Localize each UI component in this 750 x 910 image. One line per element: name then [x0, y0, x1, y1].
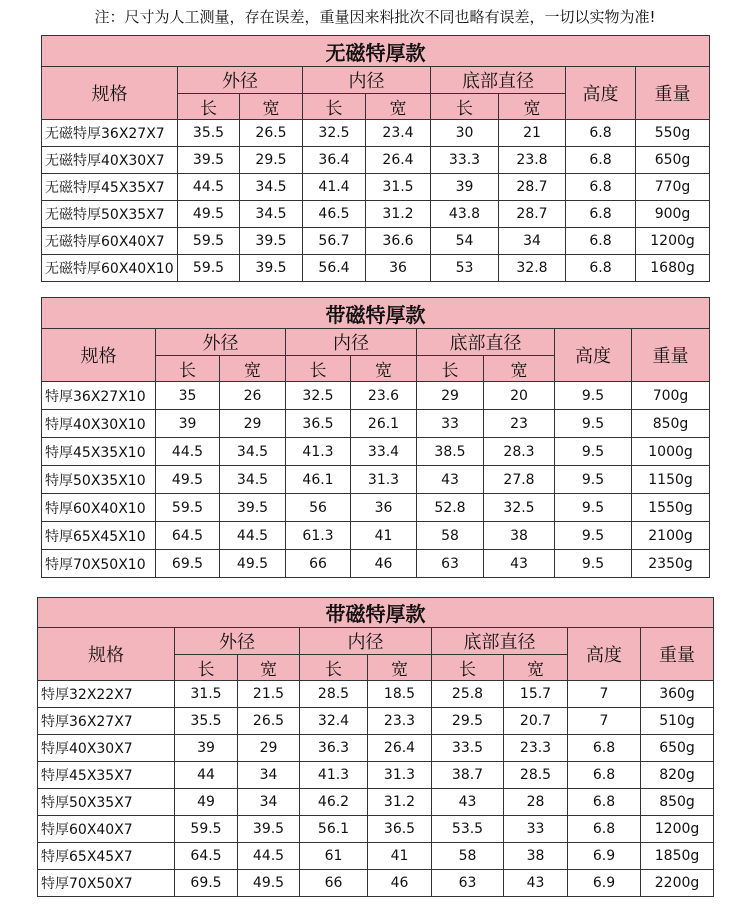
spec-cell: 特厚65X45X7	[38, 843, 175, 870]
inner-width-cell: 46	[368, 870, 432, 897]
weight-cell: 850g	[632, 410, 710, 438]
header-width: 宽	[366, 94, 431, 120]
weight-cell: 550g	[636, 120, 710, 147]
header-width: 宽	[368, 655, 432, 681]
bottom-length-cell: 63	[417, 550, 484, 578]
inner-width-cell: 23.6	[351, 382, 417, 410]
outer-length-cell: 64.5	[175, 843, 238, 870]
outer-length-cell: 39.5	[178, 147, 240, 174]
spec-cell: 特厚50X35X10	[42, 466, 156, 494]
outer-width-cell: 34	[238, 789, 300, 816]
bottom-width-cell: 43	[504, 870, 568, 897]
weight-cell: 900g	[636, 201, 710, 228]
header-length: 长	[156, 356, 220, 382]
table-row	[42, 550, 710, 578]
bottom-width-cell: 27.8	[484, 466, 555, 494]
inner-width-cell: 36	[366, 255, 431, 282]
weight-cell: 650g	[636, 147, 710, 174]
header-weight: 重量	[632, 329, 710, 382]
height-cell: 9.5	[555, 410, 632, 438]
spec-cell: 特厚50X35X7	[38, 789, 175, 816]
bottom-length-cell: 53.5	[432, 816, 504, 843]
table-row	[42, 494, 710, 522]
inner-length-cell: 32.5	[303, 120, 366, 147]
spec-table-magnetic-7	[37, 597, 714, 897]
spec-cell: 无磁特厚45X35X7	[42, 174, 178, 201]
inner-length-cell: 41.3	[286, 438, 351, 466]
header-height: 高度	[555, 329, 632, 382]
header-length: 长	[417, 356, 484, 382]
height-cell: 6.8	[566, 255, 636, 282]
height-cell: 6.8	[568, 789, 641, 816]
table-row	[42, 522, 710, 550]
height-cell: 6.8	[568, 816, 641, 843]
outer-length-cell: 39	[175, 735, 238, 762]
table-row	[42, 201, 710, 228]
outer-length-cell: 35.5	[178, 120, 240, 147]
outer-width-cell: 39.5	[220, 494, 286, 522]
weight-cell: 850g	[641, 789, 714, 816]
header-bottom: 底部直径	[432, 628, 568, 655]
bottom-length-cell: 39	[431, 174, 499, 201]
inner-length-cell: 36.5	[286, 410, 351, 438]
outer-width-cell: 44.5	[220, 522, 286, 550]
bottom-length-cell: 33.5	[432, 735, 504, 762]
inner-width-cell: 26.4	[368, 735, 432, 762]
outer-length-cell: 59.5	[178, 228, 240, 255]
outer-length-cell: 64.5	[156, 522, 220, 550]
spec-cell: 特厚36X27X7	[38, 708, 175, 735]
weight-cell: 820g	[641, 762, 714, 789]
header-bottom: 底部直径	[431, 67, 566, 94]
outer-length-cell: 49.5	[178, 201, 240, 228]
outer-length-cell: 39	[156, 410, 220, 438]
outer-width-cell: 49.5	[238, 870, 300, 897]
header-width: 宽	[499, 94, 566, 120]
height-cell: 9.5	[555, 550, 632, 578]
header-length: 长	[178, 94, 240, 120]
bottom-length-cell: 38.7	[432, 762, 504, 789]
bottom-length-cell: 53	[431, 255, 499, 282]
bottom-length-cell: 33.3	[431, 147, 499, 174]
header-spec: 规格	[38, 628, 175, 681]
outer-width-cell: 34.5	[220, 466, 286, 494]
inner-length-cell: 56.7	[303, 228, 366, 255]
spec-cell: 无磁特厚60X40X7	[42, 228, 178, 255]
bottom-width-cell: 23.8	[499, 147, 566, 174]
bottom-width-cell: 15.7	[504, 681, 568, 708]
table-title: 带磁特厚款	[38, 598, 714, 628]
height-cell: 9.5	[555, 522, 632, 550]
bottom-length-cell: 52.8	[417, 494, 484, 522]
bottom-width-cell: 34	[499, 228, 566, 255]
bottom-length-cell: 29.5	[432, 708, 504, 735]
table-row	[42, 382, 710, 410]
inner-length-cell: 36.4	[303, 147, 366, 174]
spec-table-nonmagnetic	[41, 35, 710, 282]
weight-cell: 2100g	[632, 522, 710, 550]
bottom-width-cell: 38	[484, 522, 555, 550]
inner-length-cell: 66	[300, 870, 368, 897]
height-cell: 6.8	[568, 762, 641, 789]
weight-cell: 2200g	[641, 870, 714, 897]
outer-length-cell: 44	[175, 762, 238, 789]
outer-width-cell: 39.5	[240, 255, 303, 282]
inner-width-cell: 33.4	[351, 438, 417, 466]
weight-cell: 1000g	[632, 438, 710, 466]
bottom-width-cell: 23	[484, 410, 555, 438]
weight-cell: 510g	[641, 708, 714, 735]
spec-cell: 特厚40X30X7	[38, 735, 175, 762]
inner-length-cell: 56.1	[300, 816, 368, 843]
header-inner: 内径	[300, 628, 432, 655]
table-title: 无磁特厚款	[42, 36, 710, 67]
inner-length-cell: 41.4	[303, 174, 366, 201]
bottom-width-cell: 28.5	[504, 762, 568, 789]
outer-width-cell: 49.5	[220, 550, 286, 578]
bottom-length-cell: 54	[431, 228, 499, 255]
weight-cell: 1850g	[641, 843, 714, 870]
table-row	[42, 147, 710, 174]
bottom-width-cell: 28	[504, 789, 568, 816]
bottom-length-cell: 58	[432, 843, 504, 870]
inner-width-cell: 36.5	[368, 816, 432, 843]
inner-length-cell: 46.2	[300, 789, 368, 816]
inner-length-cell: 56	[286, 494, 351, 522]
header-weight: 重量	[641, 628, 714, 681]
bottom-length-cell: 30	[431, 120, 499, 147]
outer-width-cell: 29	[220, 410, 286, 438]
inner-length-cell: 61	[300, 843, 368, 870]
height-cell: 6.8	[566, 120, 636, 147]
height-cell: 6.9	[568, 843, 641, 870]
outer-width-cell: 26.5	[238, 708, 300, 735]
bottom-width-cell: 28.7	[499, 174, 566, 201]
spec-cell: 无磁特厚60X40X10	[42, 255, 178, 282]
inner-width-cell: 18.5	[368, 681, 432, 708]
height-cell: 7	[568, 681, 641, 708]
spec-cell: 特厚60X40X7	[38, 816, 175, 843]
outer-width-cell: 39.5	[240, 228, 303, 255]
table-row	[42, 410, 710, 438]
outer-width-cell: 34	[238, 762, 300, 789]
height-cell: 9.5	[555, 382, 632, 410]
weight-cell: 1150g	[632, 466, 710, 494]
bottom-width-cell: 20.7	[504, 708, 568, 735]
height-cell: 9.5	[555, 494, 632, 522]
weight-cell: 1550g	[632, 494, 710, 522]
header-height: 高度	[566, 67, 636, 120]
table-row	[38, 735, 714, 762]
header-spec: 规格	[42, 67, 178, 120]
inner-width-cell: 31.2	[368, 789, 432, 816]
bottom-length-cell: 43	[432, 789, 504, 816]
bottom-length-cell: 25.8	[432, 681, 504, 708]
header-length: 长	[431, 94, 499, 120]
header-length: 长	[300, 655, 368, 681]
outer-length-cell: 59.5	[175, 816, 238, 843]
header-width: 宽	[238, 655, 300, 681]
header-length: 长	[286, 356, 351, 382]
bottom-width-cell: 23.3	[504, 735, 568, 762]
bottom-width-cell: 21	[499, 120, 566, 147]
inner-width-cell: 36	[351, 494, 417, 522]
height-cell: 7	[568, 708, 641, 735]
height-cell: 6.9	[568, 870, 641, 897]
header-width: 宽	[240, 94, 303, 120]
inner-length-cell: 46.5	[303, 201, 366, 228]
outer-width-cell: 34.5	[220, 438, 286, 466]
table-body	[38, 681, 714, 897]
outer-length-cell: 31.5	[175, 681, 238, 708]
outer-length-cell: 35.5	[175, 708, 238, 735]
bottom-width-cell: 32.8	[499, 255, 566, 282]
header-width: 宽	[351, 356, 417, 382]
inner-length-cell: 32.5	[286, 382, 351, 410]
table-row	[42, 438, 710, 466]
spec-cell: 特厚60X40X10	[42, 494, 156, 522]
inner-length-cell: 28.5	[300, 681, 368, 708]
header-bottom: 底部直径	[417, 329, 555, 356]
inner-width-cell: 31.5	[366, 174, 431, 201]
spec-cell: 特厚70X50X7	[38, 870, 175, 897]
bottom-length-cell: 38.5	[417, 438, 484, 466]
spec-cell: 无磁特厚50X35X7	[42, 201, 178, 228]
outer-width-cell: 39.5	[238, 816, 300, 843]
bottom-length-cell: 43	[417, 466, 484, 494]
weight-cell: 1200g	[636, 228, 710, 255]
outer-length-cell: 49.5	[156, 466, 220, 494]
table-body	[42, 382, 710, 578]
table-row	[38, 816, 714, 843]
table-row	[42, 120, 710, 147]
inner-width-cell: 41	[368, 843, 432, 870]
inner-length-cell: 61.3	[286, 522, 351, 550]
bottom-width-cell: 43	[484, 550, 555, 578]
outer-length-cell: 69.5	[156, 550, 220, 578]
bottom-length-cell: 58	[417, 522, 484, 550]
header-outer: 外径	[175, 628, 300, 655]
table-title: 带磁特厚款	[42, 298, 710, 329]
spec-cell: 特厚40X30X10	[42, 410, 156, 438]
header-inner: 内径	[286, 329, 417, 356]
inner-width-cell: 31.3	[368, 762, 432, 789]
outer-length-cell: 44.5	[178, 174, 240, 201]
weight-cell: 770g	[636, 174, 710, 201]
table-row	[42, 228, 710, 255]
bottom-width-cell: 33	[504, 816, 568, 843]
inner-length-cell: 36.3	[300, 735, 368, 762]
outer-length-cell: 59.5	[178, 255, 240, 282]
table-row	[38, 681, 714, 708]
outer-length-cell: 44.5	[156, 438, 220, 466]
bottom-width-cell: 28.7	[499, 201, 566, 228]
spec-table-magnetic-10	[41, 297, 710, 578]
inner-length-cell: 66	[286, 550, 351, 578]
bottom-length-cell: 43.8	[431, 201, 499, 228]
spec-cell: 特厚36X27X10	[42, 382, 156, 410]
outer-length-cell: 49	[175, 789, 238, 816]
outer-length-cell: 59.5	[156, 494, 220, 522]
outer-width-cell: 21.5	[238, 681, 300, 708]
inner-width-cell: 23.3	[368, 708, 432, 735]
outer-width-cell: 26	[220, 382, 286, 410]
outer-width-cell: 29.5	[240, 147, 303, 174]
inner-length-cell: 32.4	[300, 708, 368, 735]
header-length: 长	[303, 94, 366, 120]
height-cell: 6.8	[566, 147, 636, 174]
spec-cell: 特厚32X22X7	[38, 681, 175, 708]
bottom-length-cell: 63	[432, 870, 504, 897]
spec-cell: 特厚45X35X7	[38, 762, 175, 789]
disclaimer-note: 注：尺寸为人工测量，存在误差，重量因来料批次不同也略有误差，一切以实物为准!	[94, 8, 656, 26]
header-width: 宽	[504, 655, 568, 681]
inner-width-cell: 31.2	[366, 201, 431, 228]
weight-cell: 700g	[632, 382, 710, 410]
header-height: 高度	[568, 628, 641, 681]
outer-length-cell: 35	[156, 382, 220, 410]
header-length: 长	[175, 655, 238, 681]
table-row	[38, 762, 714, 789]
table-row	[42, 255, 710, 282]
bottom-length-cell: 33	[417, 410, 484, 438]
weight-cell: 1200g	[641, 816, 714, 843]
spec-cell: 特厚45X35X10	[42, 438, 156, 466]
table-body	[42, 120, 710, 282]
inner-width-cell: 23.4	[366, 120, 431, 147]
spec-cell: 特厚70X50X10	[42, 550, 156, 578]
header-length: 长	[432, 655, 504, 681]
height-cell: 6.8	[568, 735, 641, 762]
spec-cell: 无磁特厚36X27X7	[42, 120, 178, 147]
header-width: 宽	[484, 356, 555, 382]
inner-width-cell: 41	[351, 522, 417, 550]
outer-width-cell: 29	[238, 735, 300, 762]
inner-length-cell: 56.4	[303, 255, 366, 282]
height-cell: 9.5	[555, 438, 632, 466]
table-row	[42, 466, 710, 494]
bottom-width-cell: 28.3	[484, 438, 555, 466]
inner-width-cell: 36.6	[366, 228, 431, 255]
spec-cell: 特厚65X45X10	[42, 522, 156, 550]
bottom-length-cell: 29	[417, 382, 484, 410]
outer-width-cell: 44.5	[238, 843, 300, 870]
height-cell: 6.8	[566, 228, 636, 255]
header-width: 宽	[220, 356, 286, 382]
header-spec: 规格	[42, 329, 156, 382]
inner-width-cell: 26.1	[351, 410, 417, 438]
bottom-width-cell: 38	[504, 843, 568, 870]
height-cell: 9.5	[555, 466, 632, 494]
weight-cell: 650g	[641, 735, 714, 762]
table-row	[42, 174, 710, 201]
weight-cell: 1680g	[636, 255, 710, 282]
outer-length-cell: 69.5	[175, 870, 238, 897]
outer-width-cell: 34.5	[240, 201, 303, 228]
inner-width-cell: 26.4	[366, 147, 431, 174]
outer-width-cell: 34.5	[240, 174, 303, 201]
header-outer: 外径	[178, 67, 303, 94]
inner-length-cell: 41.3	[300, 762, 368, 789]
height-cell: 6.8	[566, 174, 636, 201]
table-row	[38, 708, 714, 735]
height-cell: 6.8	[566, 201, 636, 228]
table-row	[38, 843, 714, 870]
outer-width-cell: 26.5	[240, 120, 303, 147]
table-row	[38, 870, 714, 897]
bottom-width-cell: 20	[484, 382, 555, 410]
spec-cell: 无磁特厚40X30X7	[42, 147, 178, 174]
bottom-width-cell: 32.5	[484, 494, 555, 522]
inner-width-cell: 31.3	[351, 466, 417, 494]
header-outer: 外径	[156, 329, 286, 356]
weight-cell: 2350g	[632, 550, 710, 578]
inner-length-cell: 46.1	[286, 466, 351, 494]
header-inner: 内径	[303, 67, 431, 94]
table-row	[38, 789, 714, 816]
weight-cell: 360g	[641, 681, 714, 708]
inner-width-cell: 46	[351, 550, 417, 578]
header-weight: 重量	[636, 67, 710, 120]
